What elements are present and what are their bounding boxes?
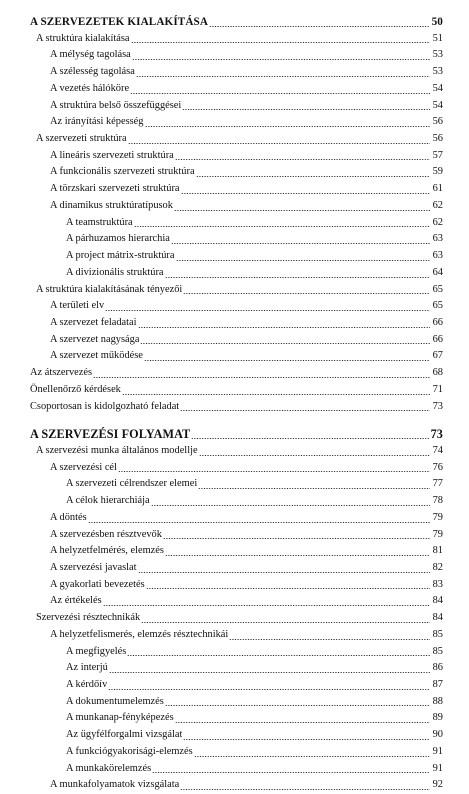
- toc-entry-title: A SZERVEZETEK KIALAKÍTÁSA: [30, 16, 209, 28]
- toc-page-number: 84: [432, 595, 443, 607]
- toc-page-number: 79: [432, 511, 443, 523]
- toc-page-number: 54: [432, 99, 443, 111]
- dot-leader: [163, 538, 430, 539]
- toc-entry-title: A célok hierarchiája: [66, 495, 150, 507]
- toc-section: [30, 14, 443, 415]
- toc-page-number: 91: [432, 745, 443, 757]
- toc-page-number: 64: [432, 266, 443, 278]
- toc-entry-title: A szervezet feladatai: [50, 316, 137, 328]
- toc-page-number: 71: [432, 383, 443, 395]
- dot-leader: [108, 689, 430, 690]
- toc-page-number: 50: [431, 16, 443, 28]
- toc-page-number: 66: [432, 333, 443, 345]
- toc-page-number: 65: [432, 283, 443, 295]
- toc-entry-title: A dokumentumelemzés: [66, 695, 164, 707]
- toc-entry-title: Az interjú: [66, 662, 108, 674]
- toc-entry-a-szervezet-nagysaga: [30, 332, 443, 349]
- toc-entry-title: A munkakörelemzés: [66, 762, 152, 774]
- dot-leader: [199, 455, 430, 456]
- toc-page-number: 61: [432, 183, 443, 195]
- toc-entry-a-celok-hierarchiaja: [30, 493, 443, 510]
- toc-entry-title: A kérdőív: [66, 679, 108, 691]
- toc-page-number: 57: [432, 149, 443, 161]
- toc-entry-title: A lineáris szervezeti struktúra: [50, 149, 174, 161]
- toc-entry-az-iranyitasi-kepesseg: [30, 114, 443, 131]
- dot-leader: [196, 176, 430, 177]
- toc-entry-title: A vezetés hálóköre: [50, 82, 130, 94]
- dot-leader: [152, 772, 430, 773]
- toc-page-number: 78: [432, 495, 443, 507]
- dot-leader: [229, 639, 430, 640]
- toc-entry-title: A divizionális struktúra: [66, 266, 164, 278]
- toc-entry-title: A szervezet működése: [50, 350, 143, 362]
- toc-entry-title: A szervezési munka általános modellje: [36, 444, 198, 456]
- toc-page-number: 82: [432, 562, 443, 573]
- toc-entry-a-vezetes-halokore: [30, 81, 443, 98]
- toc-entry-a-teruleti-elv: [30, 298, 443, 315]
- dot-leader: [103, 605, 430, 606]
- toc-entry-a-szervezesi-munka-altalanos-modellje: [30, 443, 443, 460]
- dot-leader: [141, 622, 430, 623]
- toc-entry-title: A munkafolyamatok vizsgálata: [50, 779, 180, 791]
- toc-entry-a-szervezeti-celrendszer-elemei: [30, 476, 443, 493]
- toc-entry-title: A döntés: [50, 511, 87, 523]
- toc-entry-a-megfigyeles: [30, 644, 443, 661]
- toc-page-number: 85: [432, 628, 443, 640]
- toc-page-number: 86: [432, 662, 443, 674]
- toc-page-number: 54: [432, 82, 443, 94]
- dot-leader: [183, 739, 430, 740]
- toc-entry-a-funkcionalis-szervezeti-struktura: [30, 164, 443, 181]
- toc-entry-az-atszervezes: [30, 365, 443, 382]
- toc-entry-az-ugyfelforgalmi-vizsgalat: [30, 727, 443, 744]
- dot-leader: [131, 42, 431, 43]
- toc-entry-a-szelesseg-tagolasa: [30, 64, 443, 81]
- dot-leader: [145, 126, 431, 127]
- toc-entry-onellenorzo-kerdesek: [30, 382, 443, 399]
- toc-entry-a-melyseg-tagolasa: [30, 47, 443, 64]
- toc-entry-title: Az irányítási képesség: [50, 116, 144, 128]
- dot-leader: [176, 260, 431, 261]
- dot-leader: [128, 143, 430, 144]
- dot-leader: [165, 277, 430, 278]
- dot-leader: [198, 488, 430, 489]
- toc-entry-title: A szervezeti célrendszer elemei: [66, 478, 198, 490]
- toc-page-number: 79: [432, 528, 443, 540]
- toc-page-number: 85: [432, 645, 443, 657]
- toc-entry-title: A szervezési cél: [50, 461, 117, 473]
- dot-leader: [151, 505, 430, 506]
- toc-page-number: 68: [432, 367, 443, 379]
- toc-page-number: 89: [432, 712, 443, 724]
- dot-leader: [174, 210, 430, 211]
- toc-entry-title: A project mátrix-struktúra: [66, 250, 175, 262]
- toc-entry-a-szervezesben-resztvevok: [30, 527, 443, 544]
- dot-leader: [136, 76, 430, 77]
- toc-entry-title: A szervezeti struktúra: [36, 133, 127, 145]
- dot-leader: [105, 310, 430, 311]
- toc-entry-title: A SZERVEZÉSI FOLYAMAT: [30, 427, 191, 442]
- toc-page-number: 87: [432, 679, 443, 691]
- toc-entry-title: A párhuzamos hierarchia: [66, 233, 170, 245]
- toc-entry-title: Önellenőrző kérdések: [30, 383, 121, 395]
- toc-entry-a-szervezet-feladatai: [30, 315, 443, 332]
- toc-page-number: 83: [432, 578, 443, 590]
- toc-page-number: 88: [432, 695, 443, 707]
- toc-entry-title: A teamstruktúra: [66, 216, 133, 228]
- dot-leader: [175, 159, 430, 160]
- toc-page-number: 77: [432, 478, 443, 490]
- toc-entry-title: A mélység tagolása: [50, 49, 131, 61]
- dot-leader: [165, 555, 430, 556]
- dot-leader: [88, 522, 430, 523]
- toc-entry-a-teamstruktura: [30, 215, 443, 232]
- dot-leader: [132, 59, 430, 60]
- toc-entry-title: A munkanap-fényképezés: [66, 712, 174, 724]
- toc-entry-title: A törzskari szervezeti struktúra: [50, 183, 180, 195]
- toc-entry-a-szervezesi-cel: [30, 460, 443, 477]
- toc-entry-az-ertekeles: [30, 593, 443, 610]
- toc-entry-a-szervezet-mukodese: [30, 348, 443, 365]
- toc-page-number: 51: [432, 32, 443, 44]
- toc-page-number: 73: [430, 427, 443, 442]
- toc-entry-a-gyakorlati-bevezetes: [30, 577, 443, 594]
- toc-entry-csoportosan-is-kidolgozhato-feladat: [30, 399, 443, 416]
- toc-page-number: 73: [432, 400, 443, 412]
- dot-leader: [182, 109, 430, 110]
- toc-chapter-heading: [30, 14, 443, 31]
- toc-entry-title: A szervezésben résztvevők: [50, 528, 162, 540]
- toc-entry-title: A funkcionális szervezeti struktúra: [50, 166, 195, 178]
- toc-entry-title: Csoportosan is kidolgozható feladat: [30, 400, 180, 412]
- toc-entry-a-struktura-kialakitasa: [30, 31, 443, 48]
- toc-entry-a-struktura-belso-osszefuggesei: [30, 98, 443, 115]
- toc-entry-title: A helyzetfelmérés, elemzés: [50, 545, 164, 557]
- toc-entry-title: A területi elv: [50, 300, 105, 312]
- dot-leader: [180, 410, 430, 411]
- toc-entry-a-project-matrix-struktura: [30, 248, 443, 265]
- toc-entry-title: A megfigyelés: [66, 645, 127, 657]
- toc-entry-szervezesi-resztechnikak: [30, 610, 443, 627]
- toc-page-number: 56: [432, 116, 443, 128]
- toc-page-number: 91: [432, 762, 443, 774]
- toc-page-number: 53: [432, 66, 443, 78]
- toc-entry-a-dokumentumelemzes: [30, 694, 443, 711]
- dot-leader: [118, 471, 430, 472]
- toc-entry-title: A szervezési javaslat: [50, 562, 137, 573]
- dot-leader: [138, 572, 430, 573]
- toc-page-number: 92: [432, 779, 443, 791]
- toc-entry-a-kerdoiv: [30, 677, 443, 694]
- toc-page-number: 62: [432, 199, 443, 211]
- toc-page-number: 76: [432, 461, 443, 473]
- dot-leader: [194, 756, 430, 757]
- dot-leader: [138, 327, 430, 328]
- toc-page-number: 59: [432, 166, 443, 178]
- dot-leader: [171, 243, 430, 244]
- dot-leader: [122, 394, 430, 395]
- toc-section: [30, 426, 443, 794]
- toc-entry-az-interju: [30, 660, 443, 677]
- toc-entry-a-szervezesi-javaslat: [30, 560, 443, 577]
- toc-page-number: 81: [432, 545, 443, 557]
- toc-entry-title: A struktúra belső összefüggései: [50, 99, 182, 111]
- dot-leader: [93, 377, 430, 378]
- toc-page-number: 67: [432, 350, 443, 362]
- toc-page-number: 84: [432, 612, 443, 624]
- toc-entry-title: A szélesség tagolása: [50, 66, 135, 78]
- dot-leader: [165, 705, 430, 706]
- toc-entry-a-helyzetfelmeres-elemzes: [30, 543, 443, 560]
- toc-entry-title: A gyakorlati bevezetés: [50, 578, 145, 590]
- toc-entry-a-struktura-kialakitasanak-tenyezoi: [30, 282, 443, 299]
- dot-leader: [180, 789, 430, 790]
- toc-entry-a-munkafolyamatok-vizsgalata: [30, 777, 443, 794]
- dot-leader: [140, 343, 430, 344]
- toc-page-number: 63: [432, 250, 443, 262]
- toc-entry-title: A dinamikus struktúratípusok: [50, 199, 173, 211]
- toc-entry-title: A szervezet nagysága: [50, 333, 140, 345]
- toc-page-number: 62: [432, 216, 443, 228]
- dot-leader: [181, 193, 430, 194]
- toc-entry-a-linearis-szervezeti-struktura: [30, 148, 443, 165]
- dot-leader: [109, 672, 430, 673]
- toc-page-number: 63: [432, 233, 443, 245]
- toc-page-number: 74: [432, 444, 443, 456]
- toc-entry-a-dontes: [30, 510, 443, 527]
- dot-leader: [127, 655, 430, 656]
- toc-entry-a-szervezeti-struktura: [30, 131, 443, 148]
- dot-leader: [144, 360, 430, 361]
- toc-entry-a-parhuzamos-hierarchia: [30, 231, 443, 248]
- dot-leader: [146, 588, 430, 589]
- toc-entry-a-divizionalis-struktura: [30, 265, 443, 282]
- toc-entry-title: A helyzetfelismerés, elemzés résztechnikái: [50, 628, 229, 640]
- dot-leader: [130, 93, 430, 94]
- toc-page-number: 66: [432, 316, 443, 328]
- toc-chapter-heading: [30, 426, 443, 443]
- toc-entry-title: Az átszervezés: [30, 367, 93, 379]
- dot-leader: [134, 226, 430, 227]
- toc-page-number: 56: [432, 133, 443, 145]
- toc-entry-title: Az értékelés: [50, 595, 102, 607]
- toc-entry-title: A struktúra kialakítása: [36, 32, 130, 44]
- toc-page-number: 65: [432, 300, 443, 312]
- toc-entry-a-helyzetfelismeres-elemzes-resztechnikai: [30, 627, 443, 644]
- dot-leader: [209, 26, 430, 27]
- toc-entry-a-dinamikus-strukturatipusok: [30, 198, 443, 215]
- toc-entry-a-munkakorelemzes: [30, 761, 443, 778]
- toc-entry-title: A funkciógyakorisági-elemzés: [66, 745, 193, 757]
- dot-leader: [175, 722, 430, 723]
- toc-entry-a-torzskari-szervezeti-struktura: [30, 181, 443, 198]
- toc-entry-title: Az ügyfélforgalmi vizsgálat: [66, 729, 183, 741]
- dot-leader: [191, 438, 429, 439]
- toc-entry-title: A struktúra kialakításának tényezői: [36, 283, 183, 295]
- toc-entry-title: Szervezési résztechnikák: [36, 612, 141, 624]
- toc-entry-a-funkciogyakorisagi-elemzes: [30, 744, 443, 761]
- toc-page-number: 90: [432, 729, 443, 741]
- toc-page-number: 53: [432, 49, 443, 61]
- dot-leader: [183, 293, 430, 294]
